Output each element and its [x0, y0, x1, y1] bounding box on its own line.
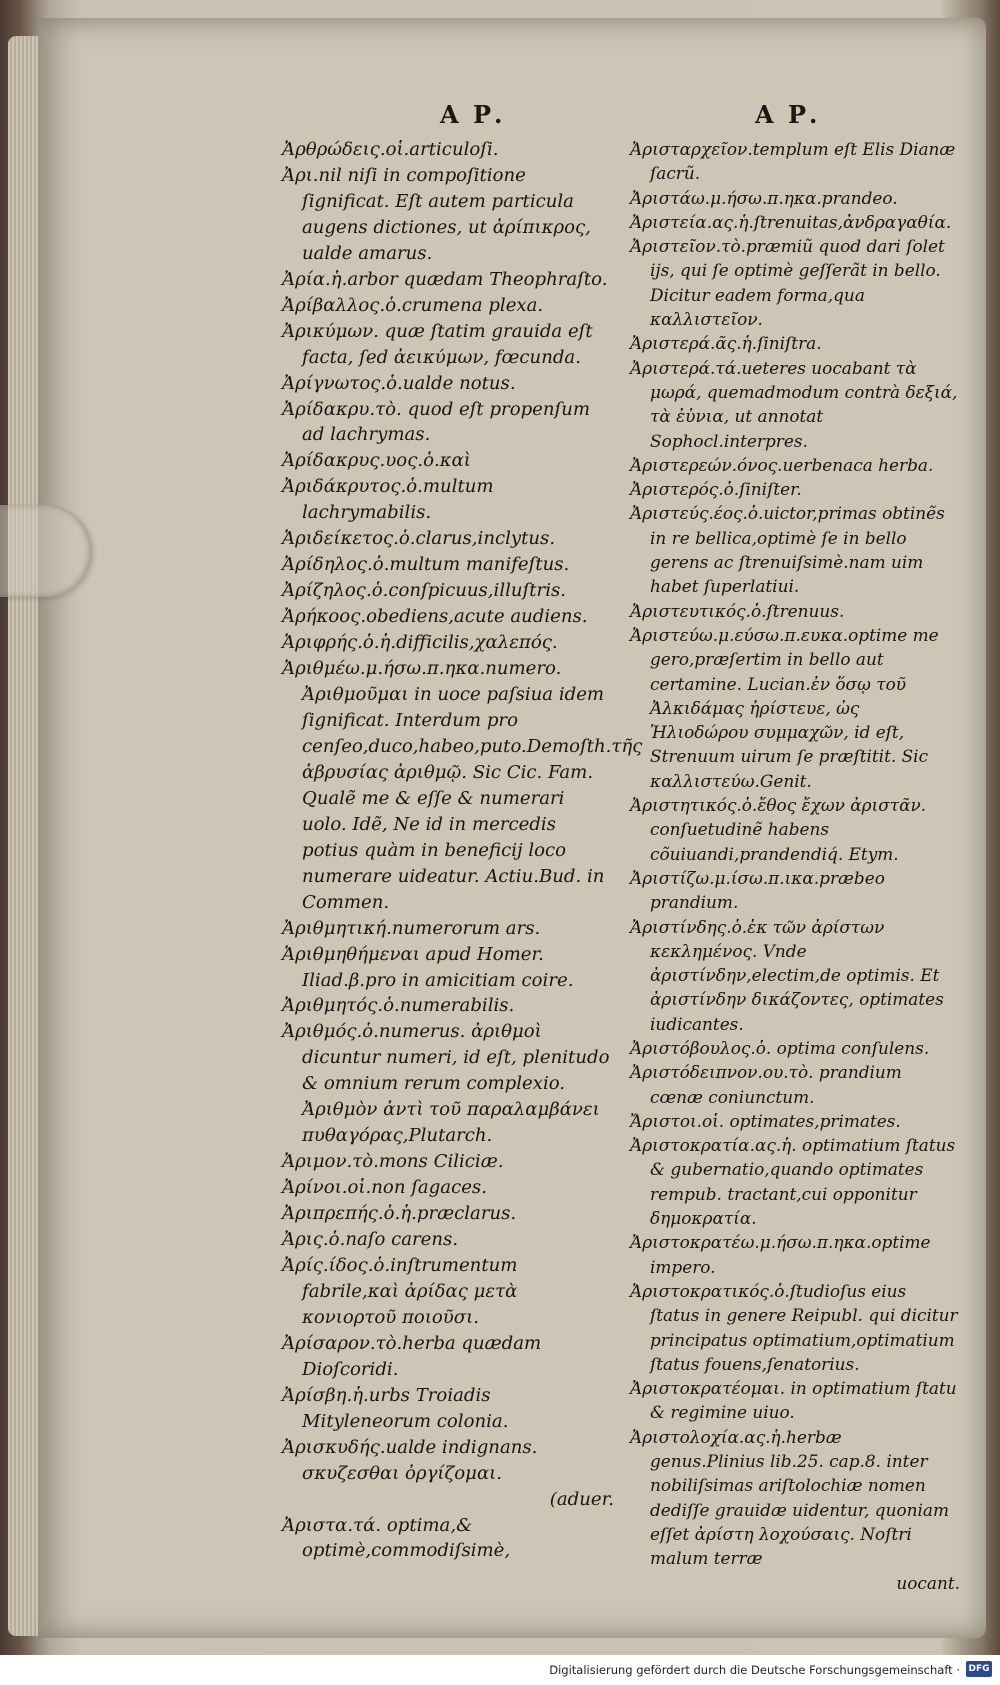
dictionary-entry: Ἀριστολοχία.ας.ἡ.herbæ genus.Plinius lib.25. cap.8. inter nobiliſsimas ariſtolochiæ nomen dediſſe grauidæ uidentur, quoniam eſſet ἀρίστη λοχούσαις. Noſtri malum terræ [630, 1426, 949, 1569]
dictionary-entry: Ἀρίδακρυ.τὸ. quod eſt propenſum ad lachrymas. [282, 398, 591, 446]
dictionary-entry: Ἀρίνοι.οἱ.non ſagaces. [282, 1177, 487, 1199]
dictionary-entry: Ἀρισκυδής.ualde indignans. σκυζεσθαι ὀργίζομαι. [282, 1436, 538, 1484]
dictionary-entry: Ἀριστερά.ᾶς.ἡ.ſiniſtra. [630, 333, 822, 354]
dictionary-entry: Ἀρι.nil niſi in compoſitione ſignificat. Eſt autem particula augens dictiones, ut ἀρίπικρος, ualde amarus. [282, 164, 591, 264]
dictionary-entry: Ἀριστοκρατικός.ὁ.ſtudioſus eius ſtatus in genere Reipubl. qui dicitur principatus optimatium,optimatium ſtatus fouens,ſenatorius. [630, 1280, 958, 1374]
dictionary-entry: Ἀριστερεών.όνος.uerbenaca herba. [630, 454, 934, 475]
dictionary-entry: Ἀριστόδειπνον.ου.τὸ. prandium cœnæ coniunctum. [630, 1062, 902, 1107]
dictionary-entry: Ἀριστοκρατία.ας.ἡ. optimatium ſtatus & gubernatio,quando optimates rempub. tractant,cui opponitur δημοκρατία. [630, 1135, 956, 1229]
dictionary-entry: Ἀριστητικός.ὁ.ἔθος ἔχων ἀριστᾶν. conſuetudinẽ habens cõuiuandi,prandendiq́. Etym. [630, 795, 927, 864]
dictionary-entry: Ἀριθμέω.μ.ήσω.π.ηκα.numero. Ἀριθμοῦμαι in uoce paſsiua idem ſignificat. Interdum pro cenſeo,duco,habeo,puto.Demoſth.τῆς ἀβρυσίας ἀριθμῷ. Sic Cic. Fam. Qualẽ me & eſſe & numerari uolo. Idẽ, Ne id in mercedis potius quàm in beneficij loco numerare uideatur. Actiu.Bud. in Commen. [282, 658, 643, 913]
dictionary-entry: Ἀριστευτικός.ὁ.ſtrenuus. [630, 600, 845, 621]
dictionary-entry: Ἀριστοκρατέω.μ.ήσω.π.ηκα.optime impero. [630, 1232, 931, 1277]
dictionary-entry: Ἀρίς.ίδος.ὁ.inſtrumentum fabrile,καὶ ἀρίδας μετὰ κονιορτοῦ ποιοῦσι. [282, 1254, 518, 1328]
dictionary-entry: Ἀριστόβουλος.ὁ. optima conſulens. [630, 1037, 930, 1058]
page-clip-tab [0, 505, 92, 597]
dictionary-entry: Ἀριστεύς.έος.ὁ.uictor,primas obtinẽs in re bellica,optimè ſe in bello gerens ac ſtrenuiſsimè.nam uim habet ſuperlatiui. [630, 503, 945, 597]
dictionary-entry: Ἀρίδηλος.ὁ.multum manifeſtus. [282, 554, 570, 576]
dictionary-entry: Ἀριθμηθήμεναι apud Homer. Iliad.β.pro in amicitiam coire. [282, 943, 574, 991]
page-edges [8, 36, 38, 1636]
dictionary-entry: Ἀριστίζω.μ.ίσω.π.ικα.præbeo prandium. [630, 867, 885, 913]
dictionary-entry: Ἀριθμητός.ὁ.numerabilis. [282, 995, 515, 1017]
catchword-right: uocant. [896, 1572, 960, 1593]
dictionary-entry: Ἀριστεύω.μ.εύσω.π.ευκα.optime me gero,præſertim in bello aut certamine. Lucian.ἐν ὅσῳ τοῦ Ἀλκιδάμας ἠρίστευε, ὡς Ἡλιοδώρου συμμαχῶν, id eſt, Strenuum uirum ſe præſtitit. Sic καλλιστεύω.Genit. [630, 624, 939, 791]
dictionary-entry: Ἀριστίνδης.ὁ.ἐκ τῶν ἀρίστων κεκλημένος. Vnde ἀριστίνδην,electim,de optimis. Et ἀριστίνδην δικάζοντες, optimates iudicantes. [630, 916, 944, 1034]
running-head-left: Α Ρ. [440, 100, 506, 129]
dictionary-entry: Ἀριστερός.ὁ.ſiniſter. [630, 479, 802, 500]
dictionary-entry: Ἀρις.ὁ.naſo carens. [282, 1229, 459, 1251]
left-column [282, 137, 643, 1564]
dictionary-entry: Ἀριστα.τά. optima,& optimè,commodiſsimè, [282, 1514, 511, 1562]
dictionary-entry: Ἀρήκοος.obediens,acute audiens. [282, 606, 588, 628]
catchword-left: (aduer. [549, 1488, 614, 1510]
dictionary-entry: Ἀρία.ἡ.arbor quædam Theophraſto. [282, 268, 608, 290]
dictionary-entry: Ἄριστοι.οἱ. optimates,primates. [630, 1110, 901, 1131]
dictionary-entry: Ἀριστεῖον.τὸ.præmiũ quod dari ſolet ijs, qui ſe optimè geſſerãt in bello. Dicitur eadem forma,qua καλλιστεῖον. [630, 236, 945, 330]
right-column [630, 137, 960, 1595]
digitization-credit: Digitalisierung gefördert durch die Deutsche Forschungsgemeinschaft · [549, 1663, 960, 1677]
dictionary-entry: Ἀρίδακρυς.υος.ὁ.καὶ [282, 450, 471, 472]
dictionary-entry: Ἀρίσαρον.τὸ.herba quædam Dioſcoridi. [282, 1332, 542, 1380]
dictionary-entry: Ἀριφρής.ὁ.ἡ.difficilis,χαλεπός. [282, 632, 558, 654]
dictionary-entry: Ἀρίβαλλος.ὁ.crumena plexa. [282, 294, 544, 316]
dictionary-entry: Ἀριμον.τὸ.mons Ciliciæ. [282, 1151, 504, 1173]
dictionary-entry: Ἀριστάω.μ.ήσω.π.ηκα.prandeo. [630, 187, 898, 208]
dictionary-entry: Ἀριδείκετος.ὁ.clarus,inclytus. [282, 528, 556, 550]
dictionary-entry: Ἀριστερά.τά.ueteres uocabant τὰ μωρά, quemadmodum contrà δεξιά, τὰ ἐὐνια, ut annotat Sophocl.interpres. [630, 357, 958, 451]
dictionary-entry: Ἀριστεία.ας.ἡ.ſtrenuitas,ἀνδραγαθία. [630, 211, 952, 232]
dictionary-entry: Ἀρίσβη.ἡ.urbs Troiadis Mityleneorum colonia. [282, 1384, 509, 1432]
dfg-logo: DFG [966, 1661, 992, 1677]
dictionary-entry: Ἀρίγνωτος.ὁ.ualde notus. [282, 372, 516, 394]
dictionary-entry: Ἀρίζηλος.ὁ.conſpicuus,illuſtris. [282, 580, 567, 602]
dictionary-entry: Ἀρισταρχεῖον.templum eſt Elis Dianæ ſacrũ. [630, 139, 956, 184]
dictionary-entry: Ἀριθμητική.numerorum ars. [282, 917, 541, 939]
dictionary-entry: Ἀριπρεπής.ὁ.ἡ.præclarus. [282, 1203, 517, 1225]
dictionary-entry: Ἀριστοκρατέομαι. in optimatium ſtatu & regimine uiuo. [630, 1378, 957, 1423]
dictionary-entry: Ἀριδάκρυτος.ὁ.multum lachrymabilis. [282, 476, 494, 524]
dictionary-entry: Ἀρθρώδεις.οἱ.articuloſi. [282, 139, 499, 160]
running-head-right: Α Ρ. [755, 100, 821, 129]
dictionary-entry: Ἀρικύμων. quæ ſtatim grauida eſt facta, ſed ἀεικύμων, fœcunda. [282, 320, 593, 368]
dictionary-entry: Ἀριθμός.ὁ.numerus. ἀριθμοὶ dicuntur numeri, id eſt, plenitudo & omnium rerum complexio. Ἀριθμὸν ἀντὶ τοῦ παραλαμβάνει πυθαγόρας,Plutarch. [282, 1021, 610, 1147]
